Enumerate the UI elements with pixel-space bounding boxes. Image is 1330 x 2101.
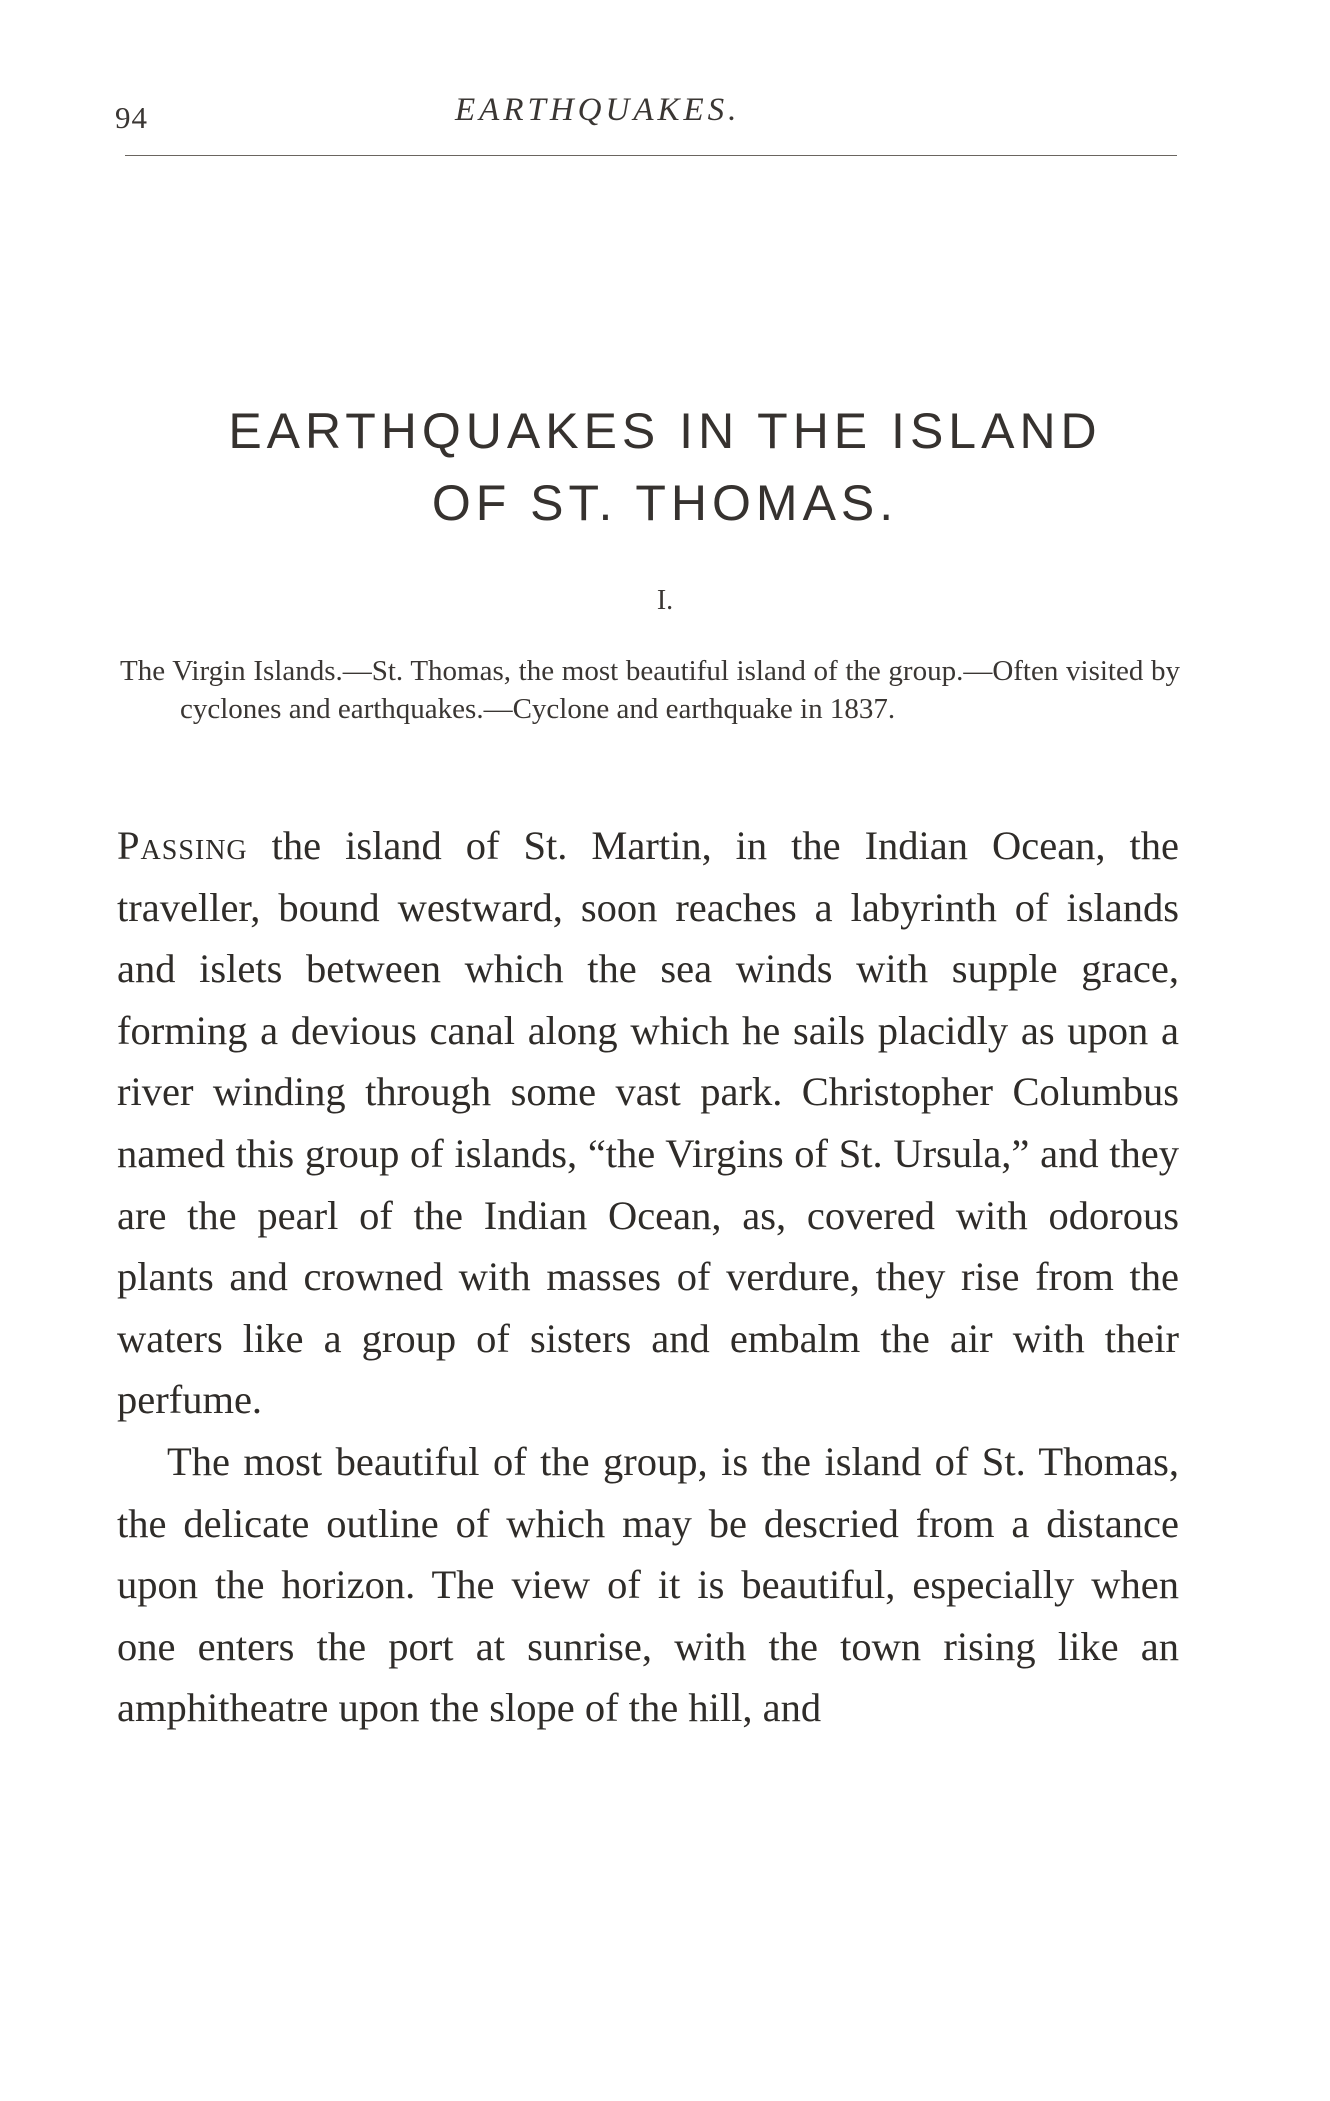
chapter-title-line-1: EARTHQUAKES IN THE ISLAND	[228, 403, 1102, 459]
chapter-title-line-2: OF ST. THOMAS.	[431, 475, 899, 531]
chapter-summary: The Virgin Islands.—St. Thomas, the most beautiful island of the group.—Often visited by cyclones and earthquakes.—Cyclone and earthquake in 1837.	[120, 655, 1180, 725]
body-text	[117, 815, 1179, 1739]
paragraph-1	[117, 815, 1179, 1431]
section-number: I.	[656, 585, 674, 616]
header-rule	[125, 155, 1177, 156]
chapter-title	[90, 395, 1240, 539]
paragraph-1-lead: Passing	[117, 823, 248, 868]
page-number: 94	[115, 100, 148, 135]
running-title: EARTHQUAKES.	[455, 92, 741, 128]
paragraph-1-text: the island of St. Martin, in the Indian Ocean, the traveller, bound westward, soon reaches a labyrinth of islands and islets between which the sea winds with supple grace, forming a devious canal along which he sails placidly as upon a river winding through some vast park. Christopher Columbus named this group of islands, “the Virgins of St. Ursula,” and they are the pearl of the Indian Ocean, as, covered with odorous plants and crowned with masses of verdure, they rise from the waters like a group of sisters and embalm the air with their perfume.	[117, 823, 1179, 1423]
paragraph-2: The most beautiful of the group, is the island of St. Thomas, the delicate outline of which may be descried from a distance upon the horizon. The view of it is beautiful, especially when one enters the port at sunrise, with the town rising like an amphitheatre upon the slope of the hill, and	[117, 1438, 1179, 1731]
running-head	[115, 92, 1175, 152]
